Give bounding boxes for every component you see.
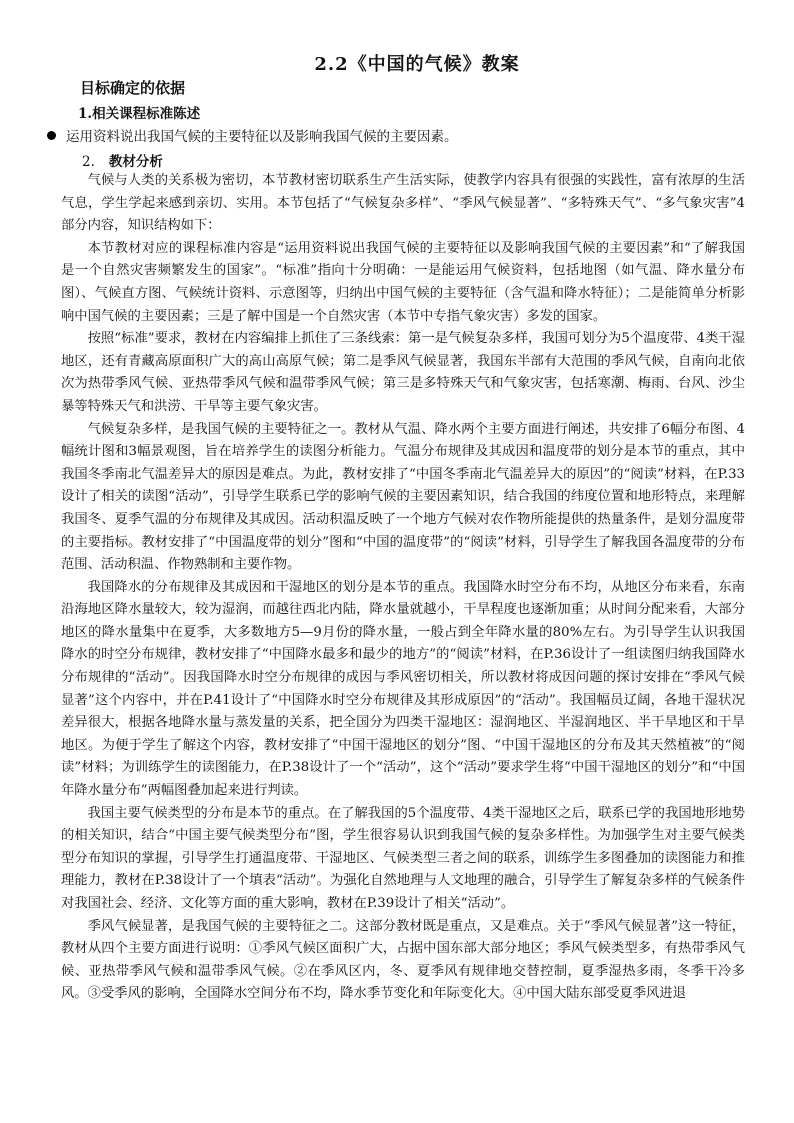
bullet-text: 运用资料说出我国气候的主要特征以及影响我国气候的主要因素。 [66,129,458,145]
subsection-heading-textbook [82,150,163,170]
section-heading: 目标确定的依据 [80,79,186,97]
paragraph: 气候复杂多样，是我国气候的主要特征之一。教材从气温、降水两个主要方面进行阐述，共安排了6幅分布图、4幅统计图和3幅景观图，旨在培养学生的读图分析能力。气温分布规律及其成因和温度带的划分是本节的重点，其中我国冬季南北气温差异大的原因是难点。为此，教材安排了“中国冬季南北气温差异大的原因”的“阅读”材料，在P.33设计了相关的读图“活动”，引导学生联系已学的影响气候的主要因素知识，结合我国的纬度位置和地形特点，来理解我国冬、夏季气温的分布规律及其成因。活动积温反映了一个地方气候对农作物所能提供的热量条件，是划分温度带的主要指标。教材安排了“中国温度带的划分”图和“中国的温度带”的“阅读”材料，引导学生了解我国各温度带的分布范围、活动积温、作物熟制和主要作物。 [61,421,745,573]
paragraph: 季风气候显著，是我国气候的主要特征之二。这部分教材既是重点，又是难点。关于“季风气候显著”这一特征，教材从四个主要方面进行说明：①季风气候区面积广大，占据中国东部大部分地区；季风气候类型多，有热带季风气候、亚热带季风气候和温带季风气候。②在季风区内，冬、夏季风有规律地交替控制，夏季湿热多雨，冬季干冷多风。③受季风的影响，全国降水空间分布不均，降水季节变化和年际变化大。④中国大陆东部受夏季风进退 [61,918,745,1002]
paragraph: 本节教材对应的课程标准内容是“运用资料说出我国气候的主要特征以及影响我国气候的主要因素”和“了解我国是一个自然灾害频繁发生的国家”。“标准”指向十分明确：一是能运用气候资料，包括地图（如气温、降水量分布图）、气候直方图、气候统计资料、示意图等，归纳出中国气候的主要特征（含气温和降水特征）；二是能简单分析影响中国气候的主要因素；三是了解中国是一个自然灾害（本节中专指气象灾害）多发的国家。 [61,240,745,324]
document-title: 2.2《中国的气候》教案 [314,54,520,75]
bullet-item [47,125,458,145]
paragraph: 按照“标准”要求，教材在内容编排上抓住了三条线索：第一是气候复杂多样，我国可划分为5个温度带、4类干湿地区，还有青藏高原面积广大的高山高原气候；第二是季风气候显著，我国东半部有大范围的季风气候，自南向北依次为热带季风气候、亚热带季风气候和温带季风气候；第三是多特殊天气和气象灾害，包括寒潮、梅雨、台风、沙尘暴等特殊天气和洪涝、干旱等主要气象灾害。 [61,331,745,414]
body-text [61,170,745,1006]
subsection-title: 教材分析 [108,154,163,170]
paragraph: 我国降水的分布规律及其成因和干湿地区的划分是本节的重点。我国降水时空分布不均，从地区分布来看，东南沿海地区降水量较大，较为湿润，而越往西北内陆，降水量就越小，干旱程度也逐渐加重；从时间分配来看，大部分地区的降水量集中在夏季，大多数地方5—9月份的降水量，一般占到全年降水量的80%左右。为引导学生认识我国降水的时空分布规律，教材安排了“中国降水最多和最少的地方”的“阅读”材料，在P.36设计了一组读图归纳我国降水分布规律的“活动”。因我国降水时空分布规律的成因与季风密切相关，所以教材将成因问题的探讨安排在“季风气候显著”这个内容中，并在P.41设计了“中国降水时空分布规律及其形成原因”的“活动”。我国幅员辽阔，各地干湿状况差异很大，根据各地降水量与蒸发量的关系，把全国分为四类干湿地区：湿润地区、半湿润地区、半干旱地区和干旱地区。为便于学生了解这个内容，教材安排了“中国干湿地区的划分”图、“中国干湿地区的分布及其天然植被”的“阅读”材料；为训练学生的读图能力，在P.38设计了一个“活动”，这个“活动”要求学生将“中国干湿地区的划分”和“中国年降水量分布”两幅图叠加起来进行判读。 [61,579,745,799]
subsection-number: 2. [82,154,95,170]
paragraph: 我国主要气候类型的分布是本节的重点。在了解我国的5个温度带、4类干湿地区之后，联系已学的我国地形地势的相关知识，结合“中国主要气候类型分布”图，学生很容易认识到我国气候的复杂多样性。为加强学生对主要气候类型分布知识的掌握，引导学生打通温度带、干湿地区、气候类型三者之间的联系，训练学生多图叠加的读图能力和推理能力，教材在P.38设计了一个填表“活动”。为强化自然地理与人文地理的融合，引导学生了解复杂多样的气候条件对我国社会、经济、文化等方面的重大影响，教材在P.39设计了相关“活动”。 [61,805,745,911]
subsection-heading-standard: 1.相关课程标准陈述 [78,106,201,122]
bullet-dot-icon [47,131,56,140]
paragraph: 气候与人类的关系极为密切，本节教材密切联系生产生活实际，使教学内容具有很强的实践性，富有浓厚的生活气息，学生学起来感到亲切、实用。本节包括了“气候复杂多样”、“季风气候显著”、“多特殊天气”、“多气象灾害”4部分内容，知识结构如下： [61,173,745,234]
